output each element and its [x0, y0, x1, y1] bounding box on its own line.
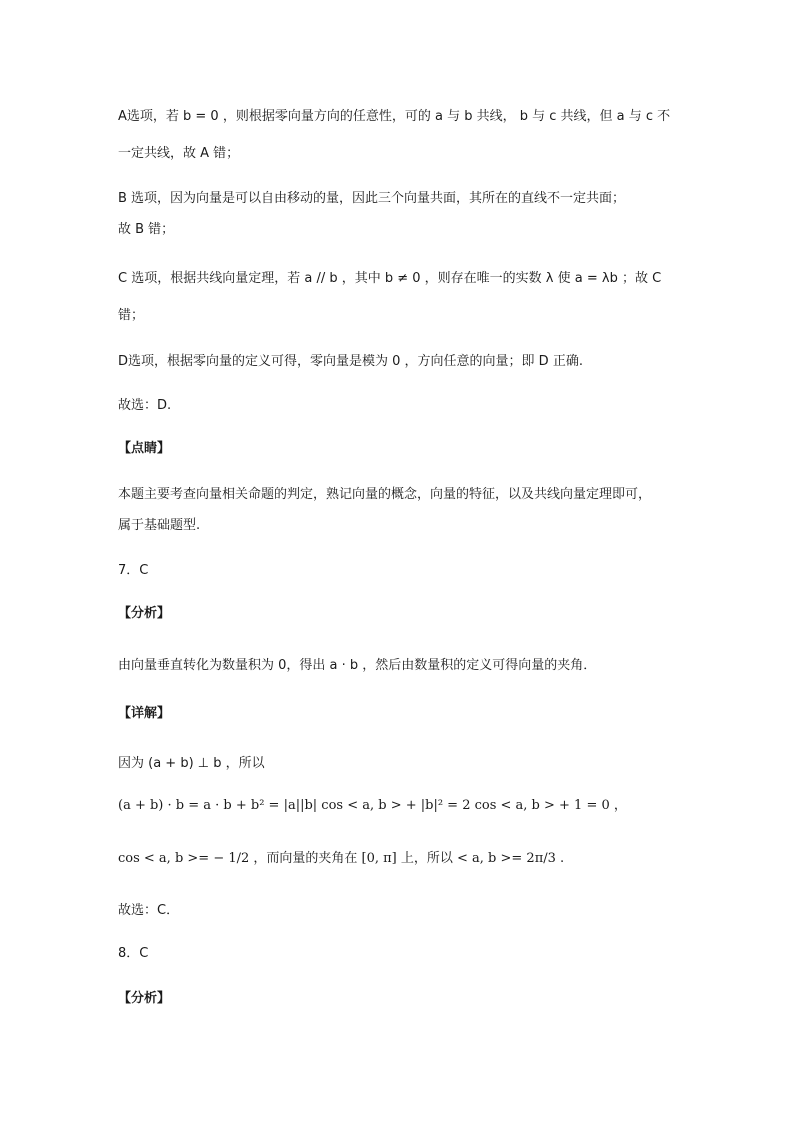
question-number: 8．C	[118, 946, 149, 961]
text-line: 一定共线，故 A 错；	[118, 146, 240, 161]
text-line: 故选：D.	[118, 398, 172, 413]
math-equation: (a + b) · b = a · b + b² = |a||b| cos < a, b > + |b|² = 2 cos < a, b > + 1 = 0 ，	[118, 798, 627, 813]
text-line: 故选：C．	[118, 903, 180, 918]
text-line: 错；	[118, 308, 145, 323]
text-line: 属于基础题型.	[118, 518, 201, 533]
text-line: D选项，根据零向量的定义可得，零向量是模为 0 ，方向任意的向量；即 D 正确.	[118, 354, 583, 369]
text-line: 因为 (a + b) ⊥ b ，所以	[118, 756, 265, 771]
math-equation: cos < a, b >= − 1/2 ，而向量的夹角在 [0, π] 上，所以 < a, b >= 2π/3 .	[118, 851, 565, 866]
text-line: 由向量垂直转化为数量积为 0，得出 a · b ，然后由数量积的定义可得向量的夹角．	[118, 658, 597, 673]
text-line: 本题主要考查向量相关命题的判定，熟记向量的概念，向量的特征，以及共线向量定理即可，	[118, 487, 652, 502]
question-number: 7．C	[118, 563, 149, 578]
section-heading: 【详解】	[118, 706, 171, 721]
section-heading: 【分析】	[118, 991, 171, 1006]
text-line: 故 B 错；	[118, 222, 175, 237]
section-heading: 【点睛】	[118, 441, 171, 456]
text-line: C 选项，根据共线向量定理，若 a // b ，其中 b ≠ 0 ，则存在唯一的实数 λ 使 a = λb ；故 C	[118, 271, 662, 286]
section-heading: 【分析】	[118, 606, 171, 621]
text-line: A选项，若 b = 0 ，则根据零向量方向的任意性，可的 a 与 b 共线， b 与 c 共线，但 a 与 c 不	[118, 109, 671, 124]
text-line: B 选项，因为向量是可以自由移动的量，因此三个向量共面，其所在的直线不一定共面；	[118, 191, 626, 206]
